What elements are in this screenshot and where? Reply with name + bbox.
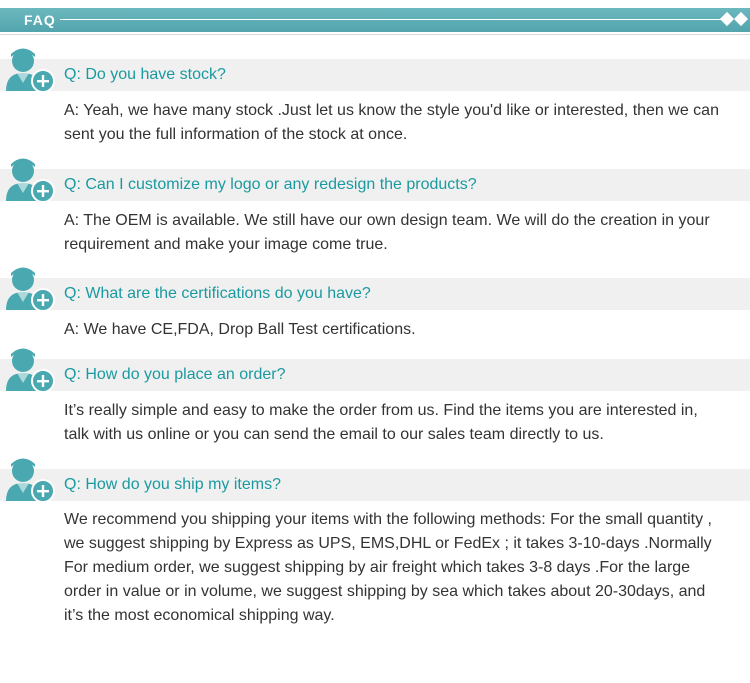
diamond-icon — [734, 12, 748, 26]
faq-banner — [0, 8, 750, 32]
answer-text: We recommend you shipping your items with the following methods: For the small quantity , we suggest shipping by Express as UPS, EMS,DHL or FedEx ; it takes 3-10-days .Normally For medium order, we suggest shipping by air freight which takes 3-8 days .For the large order in value or in volume, we suggest shipping by sea which takes about 20-30days, and it’s the most economical shipping way. — [64, 511, 712, 624]
answer-text: A: Yeah, we have many stock .Just let us know the style you'd like or interested, then we can sent you the full information of the stock at once. — [64, 102, 719, 143]
answer-text: A: The OEM is available. We still have our own design team. We will do the creation in your requirement and make your image come true. — [64, 212, 710, 253]
user-add-icon — [3, 455, 59, 505]
faq-title: FAQ — [24, 12, 56, 28]
question-text: Q: What are the certifications do you have? — [64, 285, 371, 302]
user-add-icon — [3, 45, 59, 95]
answer-text: It’s really simple and easy to make the order from us. Find the items you are interested in, talk with us online or you can send the email to our sales team directly to us. — [64, 402, 698, 443]
user-add-icon — [3, 155, 59, 205]
user-add-icon — [3, 264, 59, 314]
question-text: Q: How do you ship my items? — [64, 476, 281, 493]
diamond-icon — [720, 12, 734, 26]
question-text: Q: How do you place an order? — [64, 366, 286, 383]
banner-line — [60, 19, 724, 20]
answer-text: A: We have CE,FDA, Drop Ball Test certifications. — [64, 321, 416, 338]
question-text: Q: Do you have stock? — [64, 66, 226, 83]
banner-divider — [0, 34, 750, 35]
user-add-icon — [3, 345, 59, 395]
question-text: Q: Can I customize my logo or any redesign the products? — [64, 176, 477, 193]
